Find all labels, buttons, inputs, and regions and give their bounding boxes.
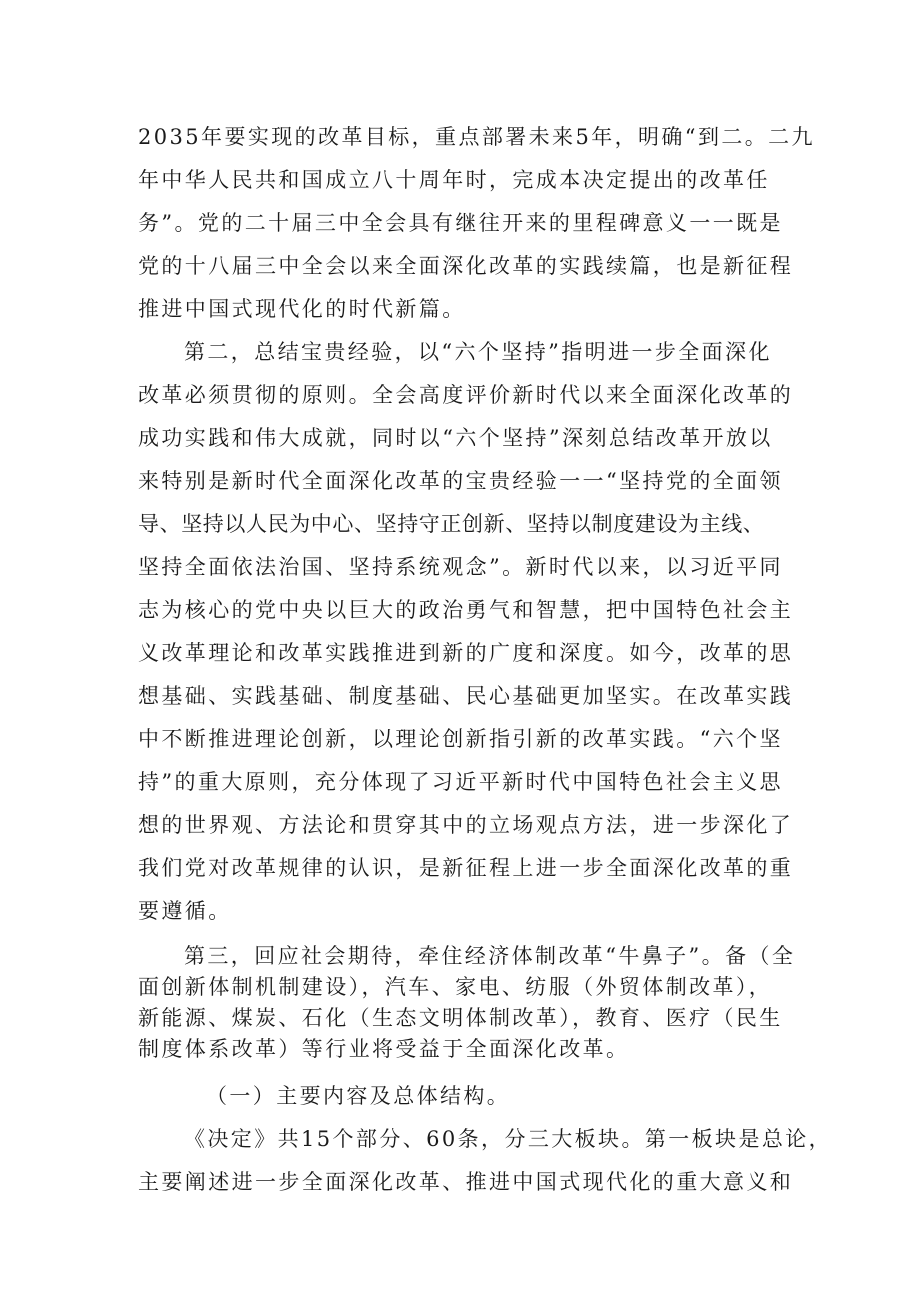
text-line: 想的世界观、方法论和贯穿其中的立场观点方法，进一步深化了 bbox=[138, 813, 794, 837]
paragraph-reform-goals bbox=[138, 116, 815, 331]
paragraph-economic-reform bbox=[138, 941, 798, 1065]
text-line: 党的十八届三中全会以来全面深化改革的实践续篇，也是新征程 bbox=[138, 254, 794, 278]
text-line: 改革必须贯彻的原则。全会高度评价新时代以来全面深化改革的 bbox=[138, 383, 794, 407]
text-line: 第三，回应社会期待，牵住经济体制改革“牛鼻子”。备（全 bbox=[184, 944, 796, 968]
paragraph-six-principles bbox=[138, 331, 798, 933]
text-line: 务”。党的二十届三中全会具有继往开来的里程碑意义一一既是 bbox=[138, 211, 783, 235]
text-line: 坚持全面依法治国、坚持系统观念”。新时代以来，以习近平同 bbox=[138, 555, 783, 579]
text-line: 要遵循。 bbox=[138, 899, 232, 923]
text-line: 推进中国式现代化的时代新篇。 bbox=[138, 297, 466, 321]
paragraph-decision-structure bbox=[138, 1118, 833, 1204]
text-line: 《决定》共15个部分、60条，分三大板块。第一板块是总论， bbox=[184, 1127, 833, 1151]
text-line: 制度体系改革）等行业将受益于全面深化改革。 bbox=[138, 1037, 630, 1061]
section-heading bbox=[138, 1075, 798, 1118]
text-line: 主要阐述进一步全面深化改革、推进中国式现代化的重大意义和 bbox=[138, 1170, 794, 1194]
text-line: 新能源、煤炭、石化（生态文明体制改革），教育、医疗（民生 bbox=[138, 1006, 783, 1030]
text-line: 我们党对改革规律的认识，是新征程上进一步全面深化改革的重 bbox=[138, 856, 794, 880]
text-line: 想基础、实践基础、制度基础、民心基础更加坚实。在改革实践 bbox=[138, 684, 794, 708]
text-line: 第二，总结宝贵经验，以“六个坚持”指明进一步全面深化 bbox=[184, 340, 772, 364]
text-line: 导、坚持以人民为中心、坚持守正创新、坚持以制度建设为主线、 bbox=[138, 512, 765, 536]
text-line: 面创新体制机制建设），汽车、家电、纺服（外贸体制改革）， bbox=[138, 975, 773, 999]
document-page bbox=[138, 116, 833, 1204]
text-line: 来特别是新时代全面深化改革的宝贵经验一一“坚持党的全面领 bbox=[138, 469, 783, 493]
text-line: 年中华人民共和国成立八十周年时，完成本决定提出的改革任 bbox=[138, 168, 770, 192]
text-line: 志为核心的党中央以巨大的政治勇气和智慧，把中国特色社会主 bbox=[138, 598, 794, 622]
text-line: 中不断推进理论创新，以理论创新指引新的改革实践。“六个坚 bbox=[138, 727, 783, 751]
text-line: 持”的重大原则，充分体现了习近平新时代中国特色社会主义思 bbox=[138, 770, 783, 794]
text-line: （一）主要内容及总体结构。 bbox=[206, 1084, 511, 1108]
text-line: 成功实践和伟大成就，同时以“六个坚持”深刻总结改革开放以 bbox=[138, 426, 773, 450]
text-line: 义改革理论和改革实践推进到新的广度和深度。如今，改革的思 bbox=[138, 641, 794, 665]
text-line: 2035年要实现的改革目标，重点部署未来5年，明确“到二。二九 bbox=[138, 125, 815, 149]
